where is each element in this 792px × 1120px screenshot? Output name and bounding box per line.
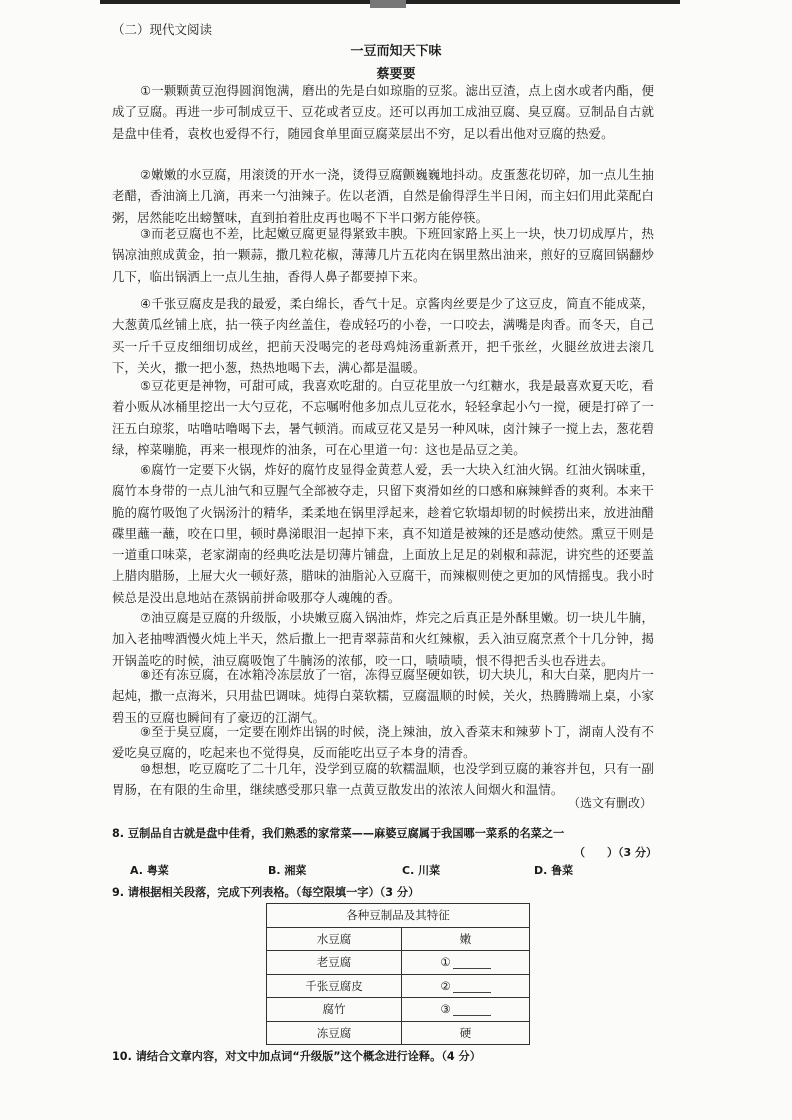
paragraph-number: ①: [140, 83, 152, 98]
paragraph-number: ②: [140, 167, 152, 182]
table-cell-name: 冻豆腐: [267, 1021, 402, 1045]
top-mark: [370, 0, 406, 8]
blank-number: ②: [440, 978, 451, 993]
paragraph-number: ④: [140, 296, 152, 311]
blank-number: ③: [440, 1002, 451, 1017]
paragraph-text: 腐竹一定要下火锅，炸好的腐竹皮显得金黄惹人爱，丢一大块入红油火锅。红油火锅味重，腐竹本身带的一点儿油气和豆腥气全部被夺走，只留下爽滑如丝的口感和麻辣鲜香的爽利。本来干脆的腐竹吸饱了火锅汤汁的精华，柔柔地在锅里浮起来，趁着它软塌却韧的时候捞出来，放进油醋碟里蘸一蘸，咬在口里，顿时鼻涕眼泪一起掉下来，真不知道是被辣的还是感动使然。熏豆干则是一道重口味菜，老家湖南的经典吃法是切薄片铺盘，上面放上足足的剁椒和蒜泥，讲究些的还要盖上腊肉腊肠，上屉大火一顿好蒸，腊味的油脂沁入豆腐干，而辣椒则使之更加的风情摇曳。我小时候总是没出息地站在蒸锅前拼命吸那夺人魂魄的香。: [112, 462, 655, 605]
blank-number: ①: [440, 955, 451, 970]
paragraph-text: 豆花更是神物，可甜可咸，我喜欢吃甜的。白豆花里放一勺红糖水，我是最喜欢夏天吃，看着小贩从冰桶里挖出一大勺豆花，不忘嘱咐他多加点儿豆花水，轻轻拿起小勺一搅，硬是打碎了一汪五白琼浆，咕噜咕噜喝下去，暑气顿消。而咸豆花又是另一种风味，卤汁辣子一搅上去，葱花碧绿，榨菜嘣脆，再来一根现炸的油条，可在心里道一句：这也是品豆之美。: [112, 378, 655, 457]
paragraph-text: 想想，吃豆腐吃了二十几年，没学到豆腐的软糯温顺，也没学到豆腐的兼容并包，只有一副胃肠，在有限的生命里，继续感受那只靠一点黄豆散发出的浓浓人间烟火和温情。: [112, 761, 655, 798]
table-cell-blank[interactable]: [402, 951, 530, 975]
article-title: 一豆而知天下味: [350, 44, 442, 59]
paragraph-5: [112, 375, 654, 460]
q8-option-d: D. 鲁菜: [534, 864, 574, 877]
answer-line: [453, 956, 491, 969]
paragraph-number: ⑦: [140, 610, 152, 625]
paragraph-text: 千张豆腐皮是我的最爱，柔白绵长，香气十足。京酱肉丝要是少了这豆皮，简直不能成菜，大葱黄瓜丝铺上底，拈一筷子肉丝盖住，卷成轻巧的小卷，一口咬去，满嘴是肉香。而冬天，自己买一斤千豆皮细细切成丝，把前天没喝完的老母鸡炖汤重新煮开，把千张丝，火腿丝放进去滚几下，关火，撒一把小葱，热热地喝下去，满心都是温暖。: [112, 296, 655, 375]
paragraph-3: [112, 223, 654, 287]
paragraph-text: 还有冻豆腐，在冰箱冷冻层放了一宿，冻得豆腐坚硬如铁，切大块儿，和大白菜，肥肉片一起炖，撒一点海米，只用盐巴调味。炖得白菜软糯，豆腐温顺的时候，关火，热腾腾端上桌，小家碧玉的豆腐也瞬间有了豪迈的江湖气。: [112, 667, 655, 725]
article-author: 蔡要要: [376, 67, 416, 82]
paragraph-text: 至于臭豆腐，一定要在刚炸出锅的时候，浇上辣油，放入香菜末和辣萝卜丁，湖南人没有不爱吃臭豆腐的，吃起来也不觉得臭，反而能吃出豆子本身的清香。: [112, 724, 655, 761]
table-cell-name: 水豆腐: [267, 927, 402, 951]
paragraph-number: ⑨: [140, 724, 152, 739]
answer-line: [453, 980, 491, 993]
table-cell-name: 腐竹: [267, 998, 402, 1022]
paragraph-4: [112, 293, 654, 378]
paragraph-1: [112, 80, 654, 144]
paragraph-number: ③: [140, 226, 152, 241]
table-cell-name: 千张豆腐皮: [267, 974, 402, 998]
table-row: [267, 1021, 530, 1045]
table-cell-blank[interactable]: [402, 974, 530, 998]
paragraph-6: [112, 459, 654, 608]
paragraph-7: [112, 607, 654, 671]
source-note: （选文有删改）: [567, 796, 652, 810]
table-cell-name: 老豆腐: [267, 951, 402, 975]
paragraph-2: [112, 164, 654, 228]
table-header-row: [267, 904, 530, 928]
paragraph-text: 而老豆腐也不差，比起嫩豆腐更显得紧致丰腴。下班回家路上买上一块，快刀切成厚片，热锅凉油煎成黄金，拍一颗蒜，撒几粒花椒，薄薄几片五花肉在锅里熬出油来，煎好的豆腐回锅翻炒几下，临出锅洒上一点儿生抽，香得人鼻子都要掉下来。: [112, 226, 655, 284]
table-header: 各种豆制品及其特征: [267, 904, 530, 928]
paragraph-number: ⑤: [140, 378, 152, 393]
paragraph-number: ⑩: [140, 761, 152, 776]
answer-line: [453, 1003, 491, 1016]
question-8-answer-bracket: （ ）（3 分）: [574, 846, 657, 859]
table-cell-feature: 硬: [402, 1021, 530, 1045]
table-row: [267, 974, 530, 998]
q8-option-c: C. 川菜: [402, 864, 441, 877]
table-cell-feature: 嫩: [402, 927, 530, 951]
table-row: [267, 927, 530, 951]
paragraph-text: 一颗颗黄豆泡得圆润饱满，磨出的先是白如琼脂的豆浆。滤出豆渣，点上卤水或者内酯，便成了豆腐。再进一步可制成豆干、豆花或者豆皮。还可以再加工成油豆腐、臭豆腐。豆制品自古就是盘中佳肴，袁枚也爱得不行，随园食单里面豆腐菜层出不穷，足以看出他对豆腐的热爱。: [112, 83, 655, 141]
question-10-stem: 10. 请结合文章内容，对文中加点词“升级版”这个概念进行诠释。（4 分）: [112, 1050, 481, 1063]
paragraph-8: [112, 664, 654, 728]
paragraph-number: ⑧: [140, 667, 152, 682]
q8-option-b: B. 湘菜: [268, 864, 307, 877]
q8-option-a: A. 粤菜: [130, 864, 169, 877]
paragraph-text: 油豆腐是豆腐的升级版，小块嫩豆腐入锅油炸，炸完之后真正是外酥里嫩。切一块儿牛腩，加入老抽啤酒慢火炖上半天，然后撒上一把青翠蒜苗和火红辣椒，丢入油豆腐烹煮个十几分钟，揭开锅盖吃的时候，油豆腐吸饱了牛腩汤的浓郁，咬一口，啧啧啧，恨不得把舌头也吞进去。: [112, 610, 655, 668]
section-heading: （二）现代文阅读: [112, 22, 213, 37]
table-row: [267, 998, 530, 1022]
table-row: [267, 951, 530, 975]
question-8-stem: 8. 豆制品自古就是盘中佳肴，我们熟悉的家常菜——麻婆豆腐属于我国哪一菜系的名菜之一: [112, 827, 565, 840]
table-cell-blank[interactable]: [402, 998, 530, 1022]
paragraph-number: ⑥: [140, 462, 152, 477]
paragraph-text: 嫩嫩的水豆腐，用滚烫的开水一浇，烫得豆腐颤巍巍地抖动。皮蛋葱花切碎，加一点儿生抽老醋，香油滴上几滴，再来一勺油辣子。佐以老酒，自然是偷得浮生半日闲，而主妇们用此菜配白粥，居然能吃出螃蟹味，直到拍着肚皮再也喝不下半口粥方能停筷。: [112, 167, 655, 225]
question-9-stem: 9. 请根据相关段落，完成下列表格。（每空限填一字）（3 分）: [112, 886, 420, 899]
q9-table: [266, 903, 530, 1045]
